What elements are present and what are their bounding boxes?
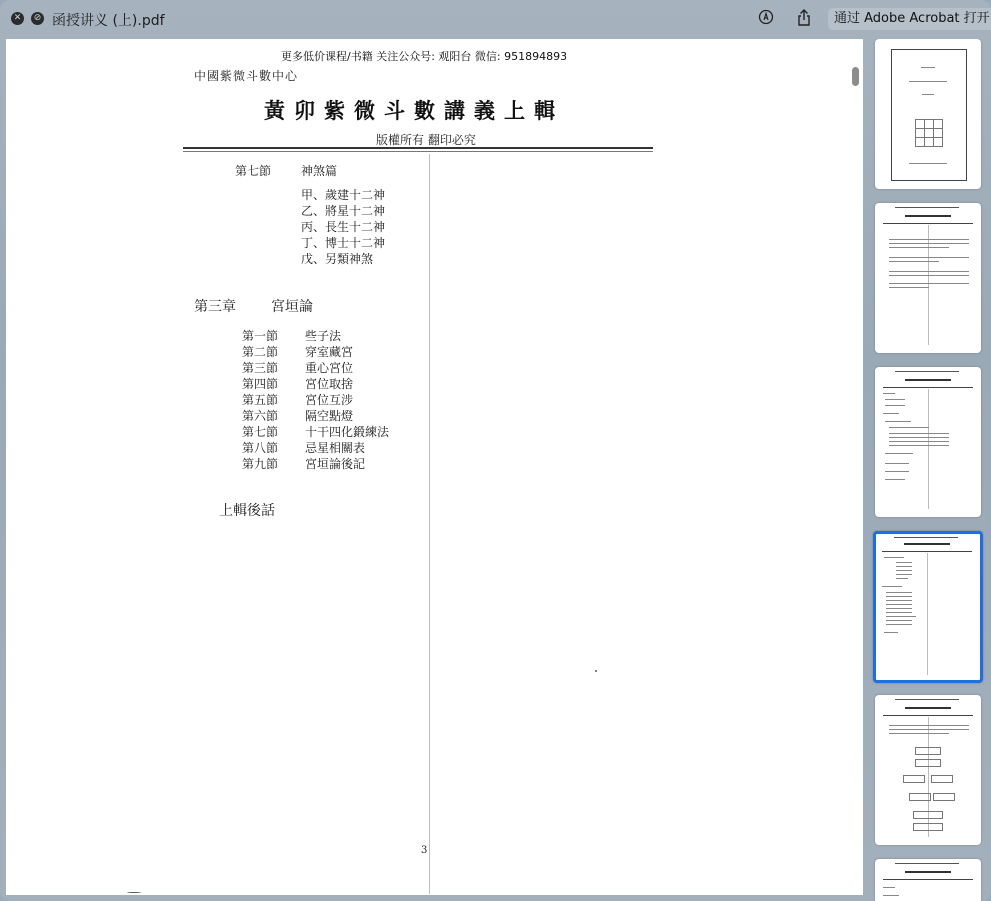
page-thumbnail[interactable] bbox=[875, 39, 981, 189]
chapter-number: 第三章 bbox=[194, 299, 236, 315]
book-title: 黃卯紫微斗數講義上輯 bbox=[264, 98, 564, 123]
section-name: 神煞篇 bbox=[301, 164, 338, 178]
section-number: 第一節 bbox=[242, 329, 279, 343]
scan-speck bbox=[595, 670, 597, 672]
section-name: 忌星相關表 bbox=[305, 441, 366, 455]
organization-name: 中國紫微斗數中心 bbox=[194, 69, 299, 83]
section-name: 宮垣論後記 bbox=[305, 457, 366, 471]
section-number: 第三節 bbox=[242, 361, 279, 375]
list-item: 甲、歲建十二神 bbox=[301, 188, 386, 202]
section-name: 隔空點燈 bbox=[305, 409, 354, 423]
close-icon[interactable]: ✕ bbox=[11, 12, 24, 25]
open-in-acrobat-button[interactable]: 通过 Adobe Acrobat 打开 bbox=[828, 8, 991, 30]
window-title: 函授讲义 (上).pdf bbox=[52, 13, 165, 29]
section-number: 第二節 bbox=[242, 345, 279, 359]
page-thumbnail[interactable] bbox=[875, 695, 981, 845]
section-name: 穿室藏宮 bbox=[305, 345, 354, 359]
list-item: 丙、長生十二神 bbox=[301, 220, 386, 234]
scan-speck bbox=[127, 892, 141, 893]
title-rule-thin bbox=[183, 151, 653, 152]
section-name: 些子法 bbox=[305, 329, 342, 343]
document-page bbox=[6, 39, 863, 895]
title-bar bbox=[0, 0, 991, 38]
page-thumbnail[interactable] bbox=[875, 859, 981, 901]
page-number: 3 bbox=[421, 845, 428, 856]
copyright-notice: 版權所有 翻印必究 bbox=[376, 133, 476, 147]
section-number: 第五節 bbox=[242, 393, 279, 407]
afterword-heading: 上輯後話 bbox=[219, 503, 275, 519]
section-name: 宮位互涉 bbox=[305, 393, 354, 407]
list-item: 乙、將星十二神 bbox=[301, 204, 386, 218]
no-entry-icon[interactable]: ⊘ bbox=[31, 12, 44, 25]
section-name: 重心宮位 bbox=[305, 361, 354, 375]
document-scrollbar[interactable] bbox=[852, 67, 859, 86]
chapter-name: 宮垣論 bbox=[271, 299, 313, 315]
page-thumbnail[interactable] bbox=[875, 367, 981, 517]
thumbnail-sidebar bbox=[868, 39, 991, 901]
list-item: 丁、博士十二神 bbox=[301, 236, 386, 250]
section-number: 第七節 bbox=[242, 425, 279, 439]
page-header: 更多低价课程/书籍 关注公众号: 观阳台 微信: 951894893 bbox=[281, 50, 568, 63]
page-thumbnail[interactable] bbox=[875, 203, 981, 353]
section-number: 第九節 bbox=[242, 457, 279, 471]
page-thumbnail-selected[interactable] bbox=[873, 531, 983, 683]
section-number: 第六節 bbox=[242, 409, 279, 423]
list-item: 戊、另類神煞 bbox=[301, 252, 374, 266]
markup-pen-icon[interactable] bbox=[757, 9, 775, 27]
section-number: 第七節 bbox=[235, 164, 272, 178]
page-fold-line bbox=[429, 154, 430, 894]
section-number: 第八節 bbox=[242, 441, 279, 455]
title-rule bbox=[183, 147, 653, 149]
section-name: 宮位取捨 bbox=[305, 377, 354, 391]
section-name: 十干四化鍛練法 bbox=[305, 425, 390, 439]
share-icon[interactable] bbox=[795, 9, 813, 27]
section-number: 第四節 bbox=[242, 377, 279, 391]
